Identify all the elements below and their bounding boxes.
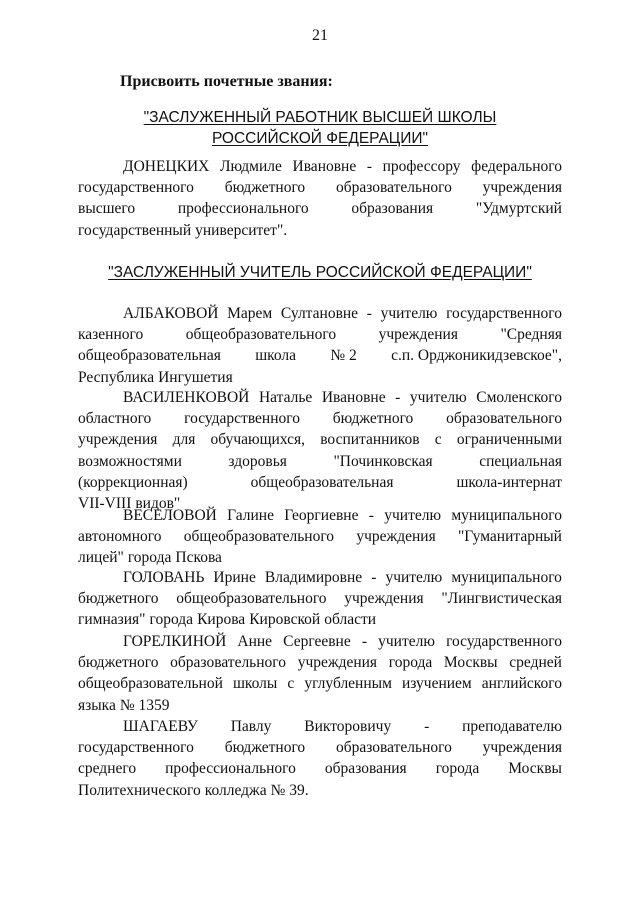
entry-word: Павлу (230, 718, 272, 735)
entry-word: ГОРЕЛКИНОЙ (123, 633, 227, 650)
entry-word: колледжа (204, 781, 267, 799)
section-title-1-line-2: РОССИЙСКОЙ ФЕДЕРАЦИИ" (211, 130, 429, 147)
entry-word: университет". (195, 221, 288, 239)
entry-line (78, 588, 562, 609)
entry-word: Марем (227, 305, 273, 322)
entry-line (78, 220, 562, 241)
entry-word: общеобразовательная (78, 347, 221, 365)
entry-word: - (368, 507, 374, 524)
entry-line (78, 367, 562, 388)
entry-word: образовательного (335, 739, 452, 757)
entry-word: № 39. (270, 781, 309, 799)
entry-word: - (361, 633, 368, 650)
entry-word: углубленным (304, 675, 392, 693)
entry-word: Наталье (258, 389, 313, 406)
entry-word: образования (324, 760, 407, 778)
entry-word: - (395, 389, 401, 406)
entry-word: государственного (78, 739, 194, 757)
entry-word: учреждения (482, 179, 562, 197)
entry-word: Георгиевне (284, 507, 359, 524)
entry-word: Пскова (175, 549, 222, 567)
entry-word: Ивановне (321, 389, 386, 406)
awardee-entry (78, 303, 562, 388)
entry-word: бюджетного (78, 654, 159, 672)
page-number: 21 (312, 27, 328, 44)
entry-word: Ивановне (292, 158, 357, 175)
entry-word: - (424, 718, 430, 735)
entry-word: бюджетного (224, 179, 306, 197)
section-title-1 (0, 107, 640, 149)
entry-word: среднего (78, 760, 137, 778)
entry-line (78, 737, 562, 758)
entry-line (78, 758, 562, 779)
entry-word: города (435, 760, 480, 778)
entry-line (78, 303, 562, 324)
entry-word: Людмиле (219, 158, 282, 175)
entry-line (78, 609, 562, 630)
entry-word: города (149, 611, 194, 629)
entry-line (78, 451, 562, 472)
entry-word: казенного (78, 326, 144, 344)
entry-word: с (434, 431, 442, 449)
entry-word: АЛБАКОВОЙ (123, 305, 219, 322)
entry-line (78, 652, 562, 673)
entry-word: Кирова (197, 611, 246, 629)
entry-word: общеобразовательного (185, 326, 337, 344)
entry-word: государственного (78, 179, 194, 197)
entry-word: школа-интернат (456, 473, 562, 491)
entry-line (78, 408, 562, 429)
entry-word: государственного (446, 633, 562, 650)
entry-word: бюджетного (224, 739, 306, 757)
entry-word: ДОНЕЦКИХ (123, 158, 210, 175)
entry-word: английского (481, 675, 562, 693)
entry-word: учреждения (78, 431, 158, 449)
awardee-entry (78, 631, 562, 716)
entry-word: "Средняя (500, 326, 562, 344)
entry-word: видов" (135, 495, 181, 513)
entry-word: общеобразовательного (176, 590, 327, 608)
entry-word: города (388, 654, 433, 672)
section-title-1-line-1: "ЗАСЛУЖЕННЫЙ РАБОТНИК ВЫСШЕЙ ШКОЛЫ (143, 109, 497, 126)
entry-word: учителю (385, 569, 443, 586)
entry-word: изучением (401, 675, 472, 693)
entry-line (78, 505, 562, 526)
entry-line (78, 198, 562, 219)
entry-word: общеобразовательной (78, 675, 223, 693)
entry-word: государственный (78, 221, 192, 239)
entry-word: муниципального (451, 507, 562, 524)
entry-word: для (172, 431, 196, 449)
entry-word: Смоленского (476, 389, 562, 406)
entry-word: - (366, 305, 372, 322)
entry-word: Республика (78, 368, 155, 386)
entry-word: образовательного (170, 654, 287, 672)
entry-word: Викторовичу (304, 718, 392, 735)
entry-word: федерального (471, 158, 562, 175)
entry-word: гимназия" (78, 611, 146, 629)
entry-word: учителю (409, 389, 467, 406)
decree-heading: Присвоить почетные звания: (120, 73, 333, 90)
entry-word: - (371, 569, 377, 586)
entry-word: здоровья (228, 452, 287, 470)
awardee-entry (78, 567, 562, 631)
section-title-2-line-1: "ЗАСЛУЖЕННЫЙ УЧИТЕЛЬ РОССИЙСКОЙ ФЕДЕРАЦИИ" (108, 264, 532, 281)
entry-word: лицей" (78, 549, 124, 567)
entry-word: области (324, 611, 377, 629)
entry-word: школы (232, 675, 278, 693)
entry-word: с.п. Орджоникидзевское", (391, 347, 562, 365)
entry-line (78, 547, 562, 568)
entry-word: "Лингвистическая (441, 590, 562, 608)
entry-word: образовательного (335, 179, 452, 197)
entry-word: № 2 (330, 347, 357, 365)
entry-word: специальная (479, 452, 562, 470)
entry-word: муниципального (451, 569, 562, 586)
entry-word: государственного (184, 410, 300, 428)
entry-line (78, 345, 562, 366)
entry-word: ВЕСЕЛОВОЙ (123, 507, 217, 524)
entry-line (78, 324, 562, 345)
entry-line (78, 177, 562, 198)
entry-word: Анне (237, 633, 273, 650)
entry-word: "Удмуртский (475, 200, 562, 218)
entry-word: учителю (378, 633, 435, 650)
entry-word: преподавателю (462, 718, 562, 735)
entry-word: средней (509, 654, 562, 672)
entry-word: возможностями (78, 452, 182, 470)
entry-line (78, 472, 562, 493)
entry-word: высшего (78, 200, 136, 218)
entry-line (78, 387, 562, 408)
entry-word: областного (78, 410, 152, 428)
entry-word: профессору (382, 158, 461, 175)
entry-word: учреждения (356, 528, 436, 546)
entry-word: Кировской (249, 611, 321, 629)
entry-word: учителю (384, 507, 442, 524)
entry-word: "Починковская (333, 452, 433, 470)
entry-word: Сергеевне (283, 633, 351, 650)
entry-word: образования (351, 200, 434, 218)
entry-word: Москвы (508, 760, 562, 778)
entry-word: учителю (380, 305, 438, 322)
entry-word: - (366, 158, 373, 175)
entry-word: Москвы (443, 654, 498, 672)
section-title-2 (0, 262, 640, 283)
entry-word: бюджетного (332, 410, 414, 428)
entry-word: Политехнического (78, 781, 201, 799)
entry-line (78, 526, 562, 547)
entry-word: ШАГАЕВУ (123, 718, 198, 735)
entry-word: ограниченными (456, 431, 562, 449)
entry-line (78, 780, 562, 801)
entry-word: обучающихся, (210, 431, 306, 449)
entry-line (78, 673, 562, 694)
awardee-entry (78, 716, 562, 801)
entry-word: школа (255, 347, 297, 365)
entry-word: бюджетного (78, 590, 159, 608)
entry-word: ГОЛОВАНЬ (123, 569, 205, 586)
awardee-entry (78, 505, 562, 569)
entry-word: автономного (78, 528, 162, 546)
entry-word: учреждения (297, 654, 378, 672)
entry-line (78, 631, 562, 652)
entry-line (78, 156, 562, 177)
entry-word: Ирине (213, 569, 256, 586)
entry-word: Галине (227, 507, 274, 524)
entry-word: общеобразовательная (250, 473, 394, 491)
entry-line (78, 695, 562, 716)
entry-word: с (287, 675, 295, 693)
entry-word: учреждения (482, 739, 562, 757)
entry-word: учреждения (344, 590, 424, 608)
entry-word: Ингушетия (158, 368, 233, 386)
entry-word: государственного (446, 305, 562, 322)
awardee-entry (78, 156, 562, 241)
entry-word: языка (78, 696, 116, 714)
entry-line (78, 716, 562, 737)
entry-word: профессионального (177, 200, 309, 218)
entry-word: города (127, 549, 172, 567)
entry-word: воспитанников (320, 431, 420, 449)
entry-line (78, 429, 562, 450)
awardee-entry (78, 387, 562, 514)
entry-word: общеобразовательного (183, 528, 335, 546)
entry-line (78, 567, 562, 588)
entry-word: ВАСИЛЕНКОВОЙ (123, 389, 250, 406)
entry-word: профессионального (165, 760, 296, 778)
entry-word: учреждения (378, 326, 458, 344)
entry-word: Владимировне (264, 569, 363, 586)
entry-word: "Гуманитарный (457, 528, 562, 546)
entry-word: № 1359 (119, 696, 170, 714)
entry-word: образовательного (446, 410, 562, 428)
entry-word: Султановне (280, 305, 359, 322)
entry-word: (коррекционная) (78, 473, 188, 491)
entry-word: VII-VIII (78, 495, 132, 513)
